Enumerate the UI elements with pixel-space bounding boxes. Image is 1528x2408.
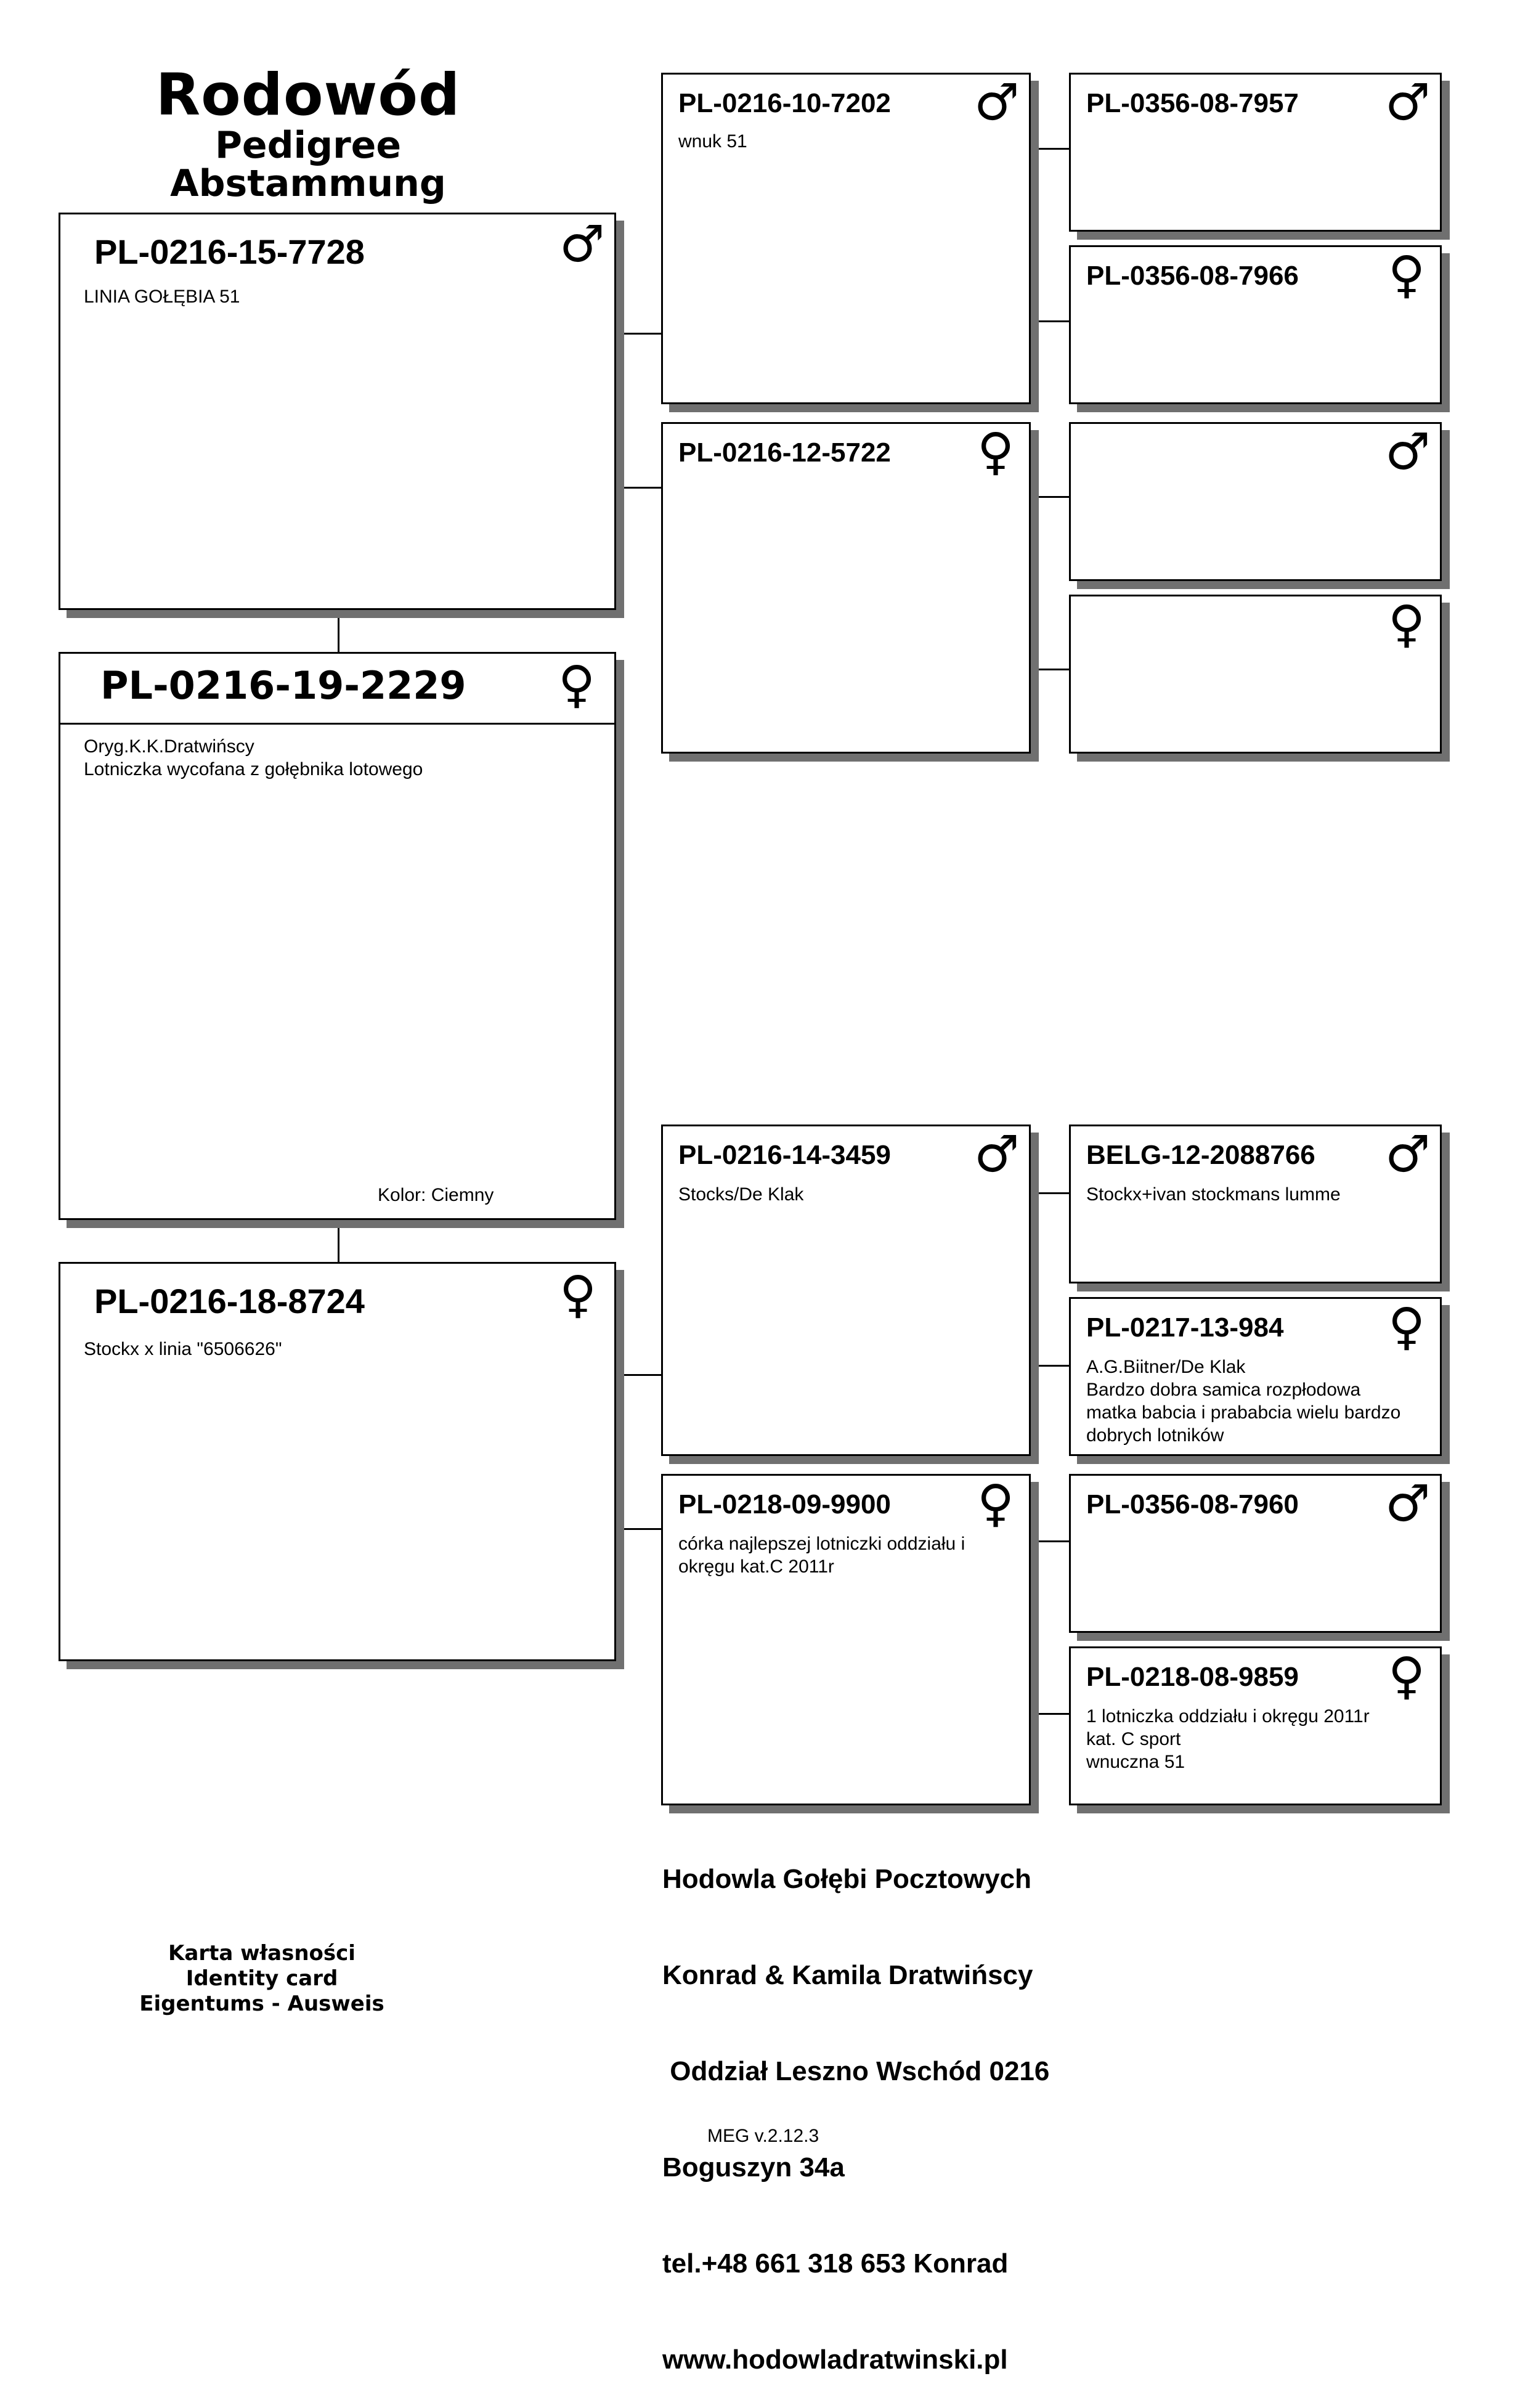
subject-color: Kolor: Ciemny bbox=[378, 1185, 494, 1205]
mf-notes: Stocks/De Klak bbox=[678, 1184, 804, 1205]
male-symbol-icon: ♂ bbox=[559, 215, 605, 274]
card-mfm bbox=[1069, 1297, 1442, 1456]
mfm-notes: A.G.Biitner/De Klak Bardzo dobra samica rozpłodowa matka babcia i prababcia wielu bardzo dobrych lotników bbox=[1086, 1357, 1401, 1446]
card-mff bbox=[1069, 1125, 1442, 1283]
card-ffm bbox=[1069, 245, 1442, 404]
identity-card-en: Identity card bbox=[185, 1966, 338, 1991]
card-mmf bbox=[1069, 1474, 1442, 1633]
card-fm bbox=[661, 422, 1031, 754]
card-ff bbox=[661, 73, 1031, 404]
father-notes: LINIA GOŁĘBIA 51 bbox=[84, 287, 240, 307]
card-fmf bbox=[1069, 422, 1442, 581]
breeder-line: Boguszyn 34a bbox=[662, 2152, 845, 2182]
title-pedigree: Pedigree bbox=[214, 124, 402, 167]
card-mmm bbox=[1069, 1646, 1442, 1805]
mm-ring-number: PL-0218-09-9900 bbox=[678, 1489, 891, 1519]
mfm-ring-number: PL-0217-13-984 bbox=[1086, 1312, 1284, 1343]
card-father bbox=[59, 213, 616, 610]
male-symbol-icon: ♂ bbox=[1385, 1474, 1431, 1533]
female-symbol-icon: ♀ bbox=[977, 423, 1015, 481]
female-symbol-icon: ♀ bbox=[1388, 1298, 1426, 1356]
fff-ring-number: PL-0356-08-7957 bbox=[1086, 88, 1299, 118]
breeder-website: www.hodowladratwinski.pl bbox=[662, 2345, 1008, 2375]
ff-notes: wnuk 51 bbox=[678, 131, 747, 152]
mf-ring-number: PL-0216-14-3459 bbox=[678, 1140, 891, 1170]
breeder-info bbox=[662, 1799, 1049, 2408]
mmm-ring-number: PL-0218-08-9859 bbox=[1086, 1662, 1299, 1692]
card-subject bbox=[59, 652, 616, 1220]
male-symbol-icon: ♂ bbox=[1385, 73, 1431, 132]
subject-notes: Oryg.K.K.Dratwińscy Lotniczka wycofana z gołębnika lotowego bbox=[84, 736, 423, 779]
mother-ring-number: PL-0216-18-8724 bbox=[94, 1282, 365, 1320]
card-mother bbox=[59, 1262, 616, 1661]
father-ring-number: PL-0216-15-7728 bbox=[94, 232, 365, 271]
connector-father-subject bbox=[338, 610, 339, 652]
connector-subject-mother bbox=[338, 1220, 339, 1262]
version-label: MEG v.2.12.3 bbox=[707, 2126, 819, 2146]
card-mf bbox=[661, 1125, 1031, 1456]
identity-card-label bbox=[99, 1941, 425, 2017]
mff-ring-number: BELG-12-2088766 bbox=[1086, 1140, 1315, 1170]
male-symbol-icon: ♂ bbox=[1385, 1125, 1431, 1184]
breeder-line: tel.+48 661 318 653 Konrad bbox=[662, 2248, 1009, 2279]
female-symbol-icon: ♀ bbox=[1388, 246, 1426, 304]
card-fmm bbox=[1069, 595, 1442, 754]
connector-father-fm bbox=[616, 487, 661, 489]
ff-ring-number: PL-0216-10-7202 bbox=[678, 88, 891, 118]
mff-notes: Stockx+ivan stockmans lumme bbox=[1086, 1184, 1341, 1205]
breeder-line: Oddział Leszno Wschód 0216 bbox=[662, 2056, 1050, 2086]
fm-ring-number: PL-0216-12-5722 bbox=[678, 437, 891, 468]
female-symbol-icon: ♀ bbox=[1388, 1647, 1426, 1706]
male-symbol-icon: ♂ bbox=[974, 1125, 1020, 1184]
breeder-line: Hodowla Gołębi Pocztowych bbox=[662, 1864, 1031, 1894]
female-symbol-icon: ♀ bbox=[559, 1266, 597, 1324]
female-symbol-icon: ♀ bbox=[558, 656, 596, 714]
subject-ring-number: PL-0216-19-2229 bbox=[100, 663, 466, 708]
breeder-line: Konrad & Kamila Dratwińscy bbox=[662, 1960, 1033, 1990]
mm-notes: córka najlepszej lotniczki oddziału i okręgu kat.C 2011r bbox=[678, 1534, 965, 1577]
title-abstammung: Abstammung bbox=[170, 162, 446, 205]
female-symbol-icon: ♀ bbox=[1388, 595, 1426, 654]
identity-card-pl: Karta własności bbox=[168, 1941, 356, 1966]
title-rodowod: Rodowód bbox=[155, 62, 461, 129]
male-symbol-icon: ♂ bbox=[974, 73, 1020, 132]
ffm-ring-number: PL-0356-08-7966 bbox=[1086, 261, 1299, 291]
mmf-ring-number: PL-0356-08-7960 bbox=[1086, 1489, 1299, 1519]
subject-header-divider bbox=[60, 723, 614, 725]
mother-notes: Stockx x linia "6506626" bbox=[84, 1339, 282, 1359]
pedigree-title-block bbox=[92, 62, 524, 205]
card-mm bbox=[661, 1474, 1031, 1805]
male-symbol-icon: ♂ bbox=[1385, 423, 1431, 481]
connector-father-ff bbox=[616, 333, 661, 335]
card-fff bbox=[1069, 73, 1442, 232]
connector-mother-mf bbox=[616, 1374, 661, 1376]
identity-card-de: Eigentums - Ausweis bbox=[139, 1991, 384, 2016]
female-symbol-icon: ♀ bbox=[977, 1474, 1015, 1533]
mmm-notes: 1 lotniczka oddziału i okręgu 2011r kat. C sport wnuczna 51 bbox=[1086, 1706, 1370, 1772]
connector-mother-mm bbox=[616, 1528, 661, 1530]
